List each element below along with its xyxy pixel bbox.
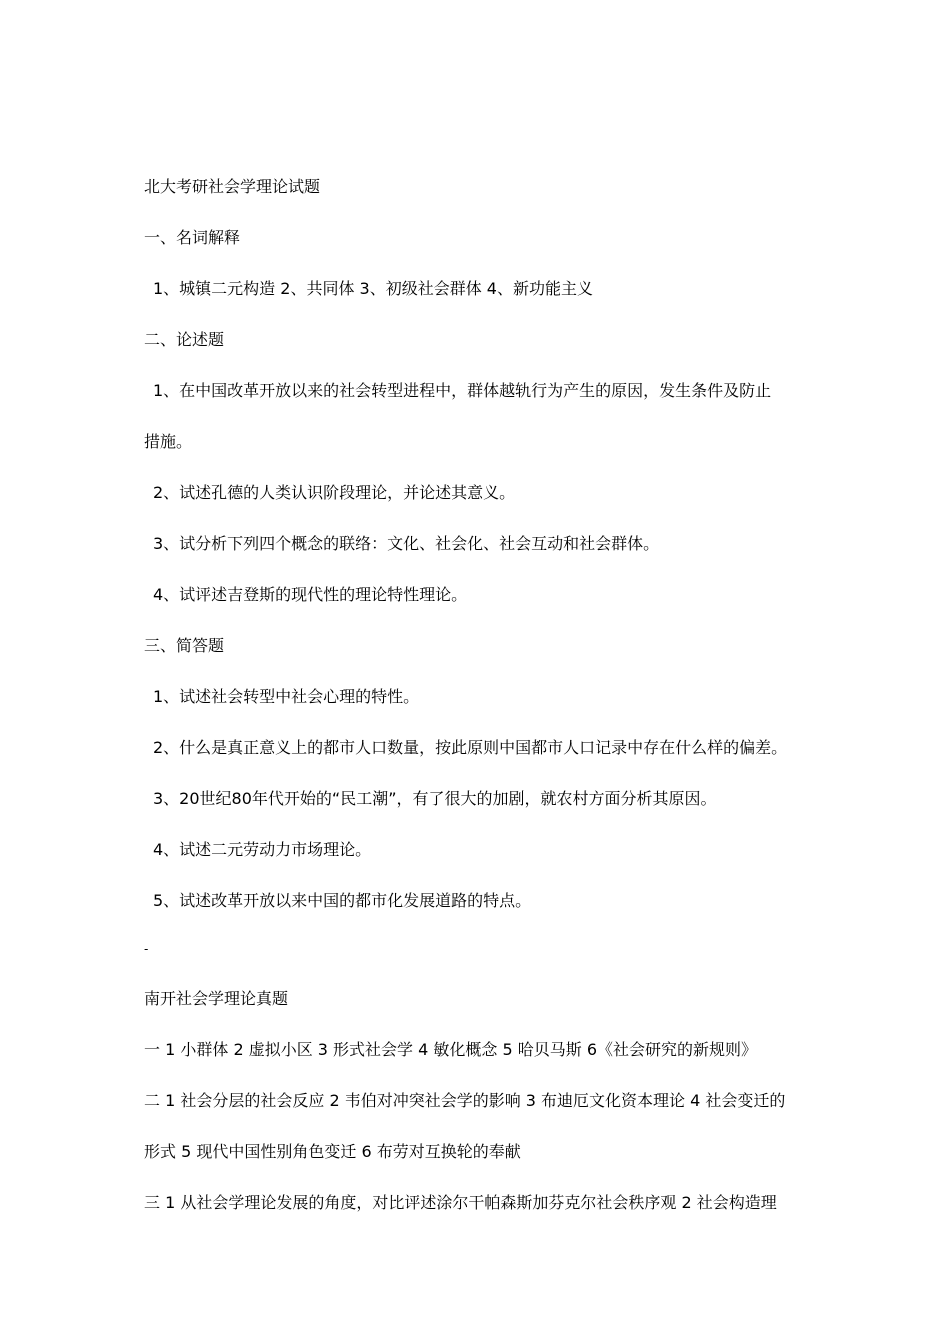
pku-section3-heading: 三、简答题: [144, 636, 225, 655]
nankai-part2-cont: 形式 5 现代中国性别角色变迁 6 布劳对互换轮的奉献: [144, 1142, 521, 1161]
pku-section1-heading: 一、名词解释: [144, 228, 241, 247]
pku-title: 北大考研社会学理论试题: [144, 177, 321, 196]
nankai-title: 南开社会学理论真题: [144, 989, 289, 1008]
pku-section3-q3: 3、20世纪80年代开始的“民工潮”，有了很大的加剧，就农村方面分析其原因。: [153, 789, 717, 808]
pku-section2-q2: 2、试述孔德的人类认识阶段理论，并论述其意义。: [153, 483, 516, 502]
pku-section3-q4: 4、试述二元劳动力市场理论。: [153, 840, 372, 859]
nankai-part1: 一 1 小群体 2 虚拟小区 3 形式社会学 4 敏化概念 5 哈贝马斯 6《社会研究的新规则》: [144, 1040, 758, 1059]
pku-section2-q1: 1、在中国改革开放以来的社会转型进程中，群体越轨行为产生的原因，发生条件及防止: [153, 381, 772, 400]
pku-section2-q1-cont: 措施。: [144, 432, 193, 451]
pku-section1-terms: 1、城镇二元构造 2、共同体 3、初级社会群体 4、新功能主义: [153, 279, 593, 298]
nankai-part2: 二 1 社会分层的社会反应 2 韦伯对冲突社会学的影响 3 布迪厄文化资本理论 4 社会变迁的: [144, 1091, 786, 1110]
pku-section2-q4: 4、试评述吉登斯的现代性的理论特性理论。: [153, 585, 468, 604]
pku-section3-q2: 2、什么是真正意义上的都市人口数量，按此原则中国都市人口记录中存在什么样的偏差。: [153, 738, 788, 757]
pku-section3-q5: 5、试述改革开放以来中国的都市化发展道路的特点。: [153, 891, 532, 910]
section-separator: -: [144, 942, 149, 956]
pku-section2-q3: 3、试分析下列四个概念的联络：文化、社会化、社会互动和社会群体。: [153, 534, 660, 553]
pku-section3-q1: 1、试述社会转型中社会心理的特性。: [153, 687, 420, 706]
nankai-part3: 三 1 从社会学理论发展的角度，对比评述涂尔干帕森斯加芬克尔社会秩序观 2 社会构造理: [144, 1193, 777, 1212]
pku-section2-heading: 二、论述题: [144, 330, 225, 349]
